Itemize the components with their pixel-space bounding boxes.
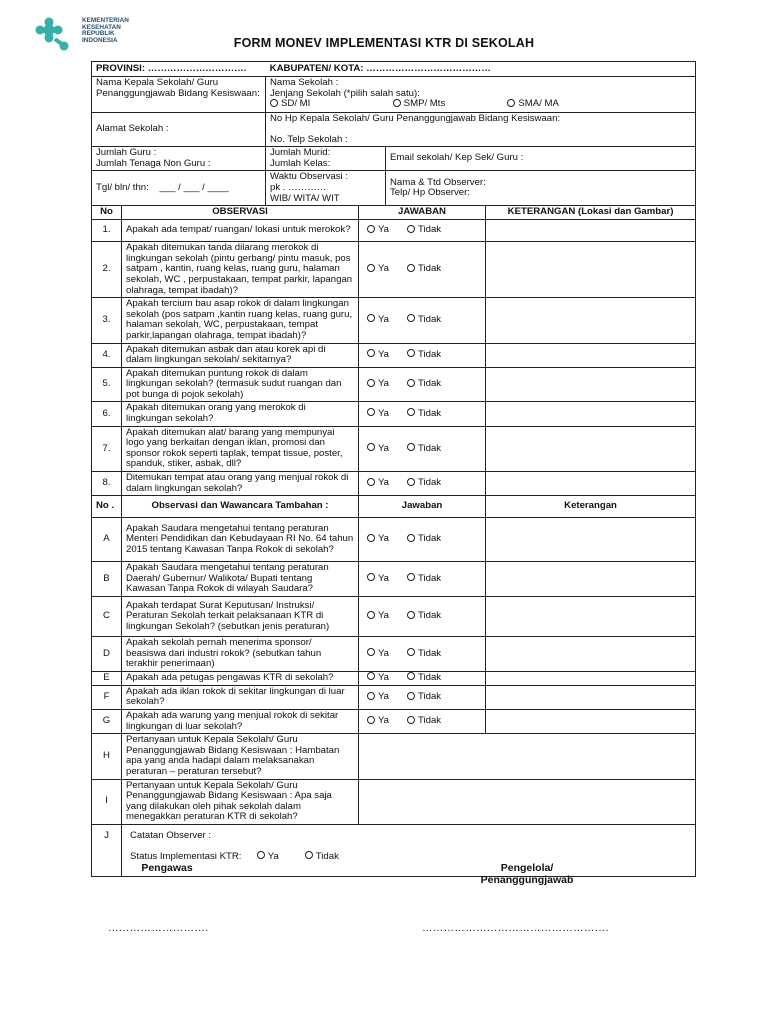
radio-circle-icon (367, 443, 375, 451)
radio-circle-icon (367, 611, 375, 619)
col-header-observasi: OBSERVASI (122, 206, 359, 220)
email-label: Email sekolah/ Kep Sek/ Guru : (390, 152, 524, 164)
jenjang-option-smp[interactable]: SMP/ Mts (393, 99, 505, 110)
question-text: Apakah ditemukan alat/ barang yang mempunyai logo yang berkaitan dengan iklan, promosi dan sponsor rokok seperti taplak, tempat tissue, poster, spanduk, stiker, asbak, dll? (122, 426, 359, 471)
row-letter: A (92, 518, 122, 562)
col-header-jawaban: JAWABAN (359, 206, 486, 220)
kabupaten-label: KABUPATEN/ KOTA: (269, 62, 364, 74)
row-letter: D (92, 637, 122, 672)
keterangan-field[interactable] (486, 518, 696, 562)
question-text: Ditemukan tempat atau orang yang menjual rokok di dalam lingkungan sekolah? (122, 472, 359, 496)
answer-tidak[interactable]: Tidak (407, 715, 441, 726)
answer-tidak[interactable]: Tidak (407, 672, 441, 683)
monev-form-table (91, 61, 696, 877)
waktu-label: Waktu Observasi : (270, 171, 349, 183)
answer-tidak[interactable]: Tidak (407, 349, 441, 360)
answer-ya[interactable]: Ya (367, 478, 407, 489)
radio-circle-icon (367, 349, 375, 357)
observasi-row (92, 343, 696, 367)
answer-ya[interactable]: Ya (367, 574, 407, 585)
kepala-sekolah-label: Nama Kepala Sekolah/ Guru Penanggungjawab Bidang Kesiswaan: (96, 77, 260, 99)
observasi-header-row (92, 206, 696, 220)
answer-ya[interactable]: Ya (367, 534, 407, 545)
catatan-observer-field[interactable]: Catatan Observer : (130, 829, 212, 841)
row-number: 8. (92, 472, 122, 496)
col-header-jawaban: Jawaban (359, 496, 486, 518)
alamat-field[interactable] (92, 113, 266, 147)
answer-ya[interactable]: Ya (367, 673, 407, 684)
jumlah-murid-field[interactable]: Jumlah Murid: (270, 147, 331, 159)
hp-kepala-field[interactable]: No Hp Kepala Sekolah/ Guru Penanggungjawab Bidang Kesiswaan: (270, 113, 561, 124)
question-text: Apakah terdapat Surat Keputusan/ Instruksi/ Peraturan Sekolah terkait pelaksanaan KTR di lingkungan Sekolah? (sebutkan jenis peraturan) (122, 597, 359, 637)
jenjang-option-sma[interactable]: SMA/ MA (507, 99, 559, 110)
zona-waktu: WIB/ WITA/ WIT (270, 192, 340, 204)
radio-circle-icon (407, 648, 415, 656)
keterangan-field[interactable] (486, 472, 696, 496)
radio-circle-icon (407, 534, 415, 542)
jumlah-row (92, 147, 696, 171)
observasi-info-row (92, 171, 696, 206)
answer-options (359, 685, 486, 709)
radio-circle-icon (367, 408, 375, 416)
observasi-row (92, 298, 696, 343)
jumlah-guru-field[interactable]: Jumlah Guru : (96, 147, 157, 159)
keterangan-field[interactable] (486, 597, 696, 637)
logo-line: KEMENTERIAN (82, 17, 129, 24)
status-implementasi (130, 852, 691, 863)
radio-circle-icon (407, 672, 415, 680)
answer-tidak[interactable]: Tidak (407, 263, 441, 274)
answer-tidak[interactable]: Tidak (407, 610, 441, 621)
radio-circle-icon (367, 314, 375, 322)
keterangan-field[interactable] (486, 343, 696, 367)
radio-circle-icon (407, 349, 415, 357)
row-number: 6. (92, 402, 122, 426)
status-ya[interactable]: Ya (257, 852, 305, 863)
row-letter: C (92, 597, 122, 637)
question-text: Apakah tercium bau asap rokok di dalam lingkungan sekolah (pos satpam ,kantin ruang kelas, ruang guru, halaman sekolah, WC, perpustakaan, tempat parkir,lapangan olahraga, tempat ibadah)? (122, 298, 359, 343)
question-text: Apakah ada warung yang menjual rokok di sekitar lingkungan di luar sekolah? (122, 709, 359, 733)
answer-options (359, 709, 486, 733)
radio-circle-icon (367, 379, 375, 387)
answer-ya[interactable]: Ya (367, 379, 407, 390)
answer-tidak[interactable]: Tidak (407, 533, 441, 544)
signature-label-pengawas: Pengawas (141, 862, 193, 874)
answer-tidak[interactable]: Tidak (407, 573, 441, 584)
radio-circle-icon (367, 672, 375, 680)
school-info-row (92, 77, 696, 113)
answer-options (359, 426, 486, 471)
logo-line: KESEHATAN (82, 23, 121, 31)
answer-tidak[interactable]: Tidak (407, 224, 441, 235)
keterangan-field[interactable] (486, 367, 696, 402)
answer-options (359, 367, 486, 402)
signature-line-pengelola[interactable]: ……………………………………………. (422, 922, 609, 934)
form-title: FORM MONEV IMPLEMENTASI KTR DI SEKOLAH (233, 36, 535, 50)
radio-circle-icon (367, 648, 375, 656)
keterangan-field[interactable] (486, 562, 696, 597)
answer-options (359, 242, 486, 298)
jumlah-tenaga-field[interactable]: Jumlah Tenaga Non Guru : (96, 157, 211, 169)
row-number: 5. (92, 367, 122, 402)
telp-observer-field[interactable]: Telp/ Hp Observer: (390, 187, 470, 199)
question-text: Apakah ditemukan puntung rokok di dalam lingkungan sekolah? (termasuk sudut ruangan dan pot bunga di pojok sekolah) (122, 367, 359, 402)
tambahan-row (92, 671, 696, 685)
answer-ya[interactable]: Ya (367, 409, 407, 420)
answer-ya[interactable]: Ya (367, 315, 407, 326)
answer-tidak[interactable]: Tidak (407, 691, 441, 702)
observasi-row (92, 220, 696, 242)
row-letter: J (92, 824, 122, 876)
kabupaten-field[interactable]: ………………………………… (366, 62, 491, 74)
answer-options (359, 562, 486, 597)
logo-line: REPUBLIK (82, 30, 115, 38)
radio-circle-icon (407, 225, 415, 233)
jumlah-kelas-field[interactable]: Jumlah Kelas: (270, 157, 331, 169)
question-text: Apakah ditemukan asbak dan atau korek api di dalam lingkungan sekolah/ sekitarnya? (122, 343, 359, 367)
radio-circle-icon (305, 851, 313, 859)
answer-ya[interactable]: Ya (367, 611, 407, 622)
row-number: 4. (92, 343, 122, 367)
email-field[interactable] (386, 147, 696, 171)
waktu-field[interactable] (266, 171, 386, 206)
question-text: Apakah Saudara mengetahui tentang peraturan Daerah/ Gubernur/ Walikota/ Bupati tentang Kawasan Tanpa Rokok di wilayah Saudara? (122, 562, 359, 597)
answer-ya[interactable]: Ya (367, 264, 407, 275)
tambahan-row (92, 597, 696, 637)
radio-circle-icon (407, 443, 415, 451)
answer-ya[interactable]: Ya (367, 225, 407, 236)
tambahan-row (92, 637, 696, 672)
keterangan-field[interactable] (486, 709, 696, 733)
radio-circle-icon (367, 534, 375, 542)
answer-options (359, 298, 486, 343)
row-letter: B (92, 562, 122, 597)
row-number: 2. (92, 242, 122, 298)
answer-options (359, 597, 486, 637)
tambahan-row-h (92, 734, 696, 779)
tambahan-header-row (92, 496, 696, 518)
answer-ya[interactable]: Ya (367, 649, 407, 660)
radio-circle-icon (367, 716, 375, 724)
col-header-keterangan: Keterangan (486, 496, 696, 518)
tanggal-label: Tgl/ bln/ thn: (96, 181, 149, 193)
answer-tidak[interactable]: Tidak (407, 443, 441, 454)
answer-options (359, 220, 486, 242)
nama-sekolah-label: Nama Sekolah : (270, 77, 339, 88)
alamat-label: Alamat Sekolah : (96, 123, 169, 135)
answer-tidak[interactable]: Tidak (407, 648, 441, 659)
status-label: Status Implementasi KTR: (130, 850, 242, 862)
answer-ya[interactable]: Ya (367, 444, 407, 455)
jenjang-label: Jenjang Sekolah (*pilih salah satu): (270, 87, 420, 99)
radio-circle-icon (407, 314, 415, 322)
tambahan-row-i (92, 779, 696, 824)
tambahan-row (92, 562, 696, 597)
observasi-row (92, 242, 696, 298)
question-text: Pertanyaan untuk Kepala Sekolah/ Guru Penanggungjawab Bidang Kesiswaan : Hambatan apa yang anda hadapi dalam melaksanakan peraturan – peraturan tersebut? (122, 734, 359, 779)
radio-circle-icon (393, 99, 401, 107)
tambahan-row (92, 709, 696, 733)
provinsi-row (92, 62, 696, 77)
answer-tidak[interactable]: Tidak (407, 378, 441, 389)
question-text: Pertanyaan untuk Kepala Sekolah/ Guru Penanggungjawab Bidang Kesiswaan : Apa saja yang dilakukan oleh pihak sekolah dalam menegakkan peraturan KTR di sekolah? (122, 779, 359, 824)
radio-circle-icon (270, 99, 278, 107)
radio-circle-icon (407, 692, 415, 700)
alamat-row (92, 113, 696, 147)
tambahan-row (92, 518, 696, 562)
keterangan-field[interactable] (486, 242, 696, 298)
tambahan-row (92, 685, 696, 709)
keterangan-field[interactable] (486, 402, 696, 426)
telp-sekolah-field[interactable]: No. Telp Sekolah : (270, 133, 348, 145)
signature-label-pengelola: Pengelola/ Penanggungjawab (480, 862, 574, 886)
col-header-no: No . (92, 496, 122, 518)
radio-circle-icon (407, 716, 415, 724)
row-letter: E (92, 671, 122, 685)
radio-circle-icon (407, 379, 415, 387)
tanggal-value: ___ / ___ / ____ (159, 181, 229, 193)
answer-tidak[interactable]: Tidak (407, 408, 441, 419)
answer-tidak[interactable]: Tidak (407, 314, 441, 325)
jenjang-options (270, 99, 691, 110)
waktu-value: pk . ………… (270, 181, 327, 193)
provinsi-label: PROVINSI: (96, 62, 146, 74)
row-number: 3. (92, 298, 122, 343)
provinsi-field[interactable]: …………………………. (147, 62, 247, 74)
jenjang-option-sd[interactable]: SD/ MI (270, 99, 390, 110)
answer-options (359, 402, 486, 426)
radio-circle-icon (407, 264, 415, 272)
observasi-row (92, 426, 696, 471)
answer-options (359, 518, 486, 562)
keterangan-field[interactable] (486, 426, 696, 471)
answer-options (359, 671, 486, 685)
answer-ya[interactable]: Ya (367, 692, 407, 703)
keterangan-field[interactable] (486, 637, 696, 672)
tanggal-field[interactable] (92, 171, 266, 206)
question-text: Apakah ada iklan rokok di sekitar lingkungan di luar sekolah? (122, 685, 359, 709)
observasi-row (92, 472, 696, 496)
radio-circle-icon (367, 225, 375, 233)
keterangan-field[interactable] (486, 685, 696, 709)
radio-circle-icon (407, 408, 415, 416)
row-letter: G (92, 709, 122, 733)
answer-options (359, 343, 486, 367)
status-tidak[interactable]: Tidak (305, 851, 339, 862)
signature-line-pengawas[interactable]: ………………………. (108, 922, 209, 934)
radio-circle-icon (407, 611, 415, 619)
nama-observer-field[interactable]: Nama & Ttd Observer: (390, 176, 486, 188)
answer-ya[interactable]: Ya (367, 716, 407, 727)
col-header-keterangan: KETERANGAN (Lokasi dan Gambar) (486, 206, 696, 220)
radio-circle-icon (507, 99, 515, 107)
observasi-row (92, 367, 696, 402)
keterangan-field[interactable] (486, 220, 696, 242)
row-letter: F (92, 685, 122, 709)
observasi-row (92, 402, 696, 426)
keterangan-field[interactable] (486, 298, 696, 343)
radio-circle-icon (257, 851, 265, 859)
answer-tidak[interactable]: Tidak (407, 477, 441, 488)
question-text: Apakah sekolah pernah menerima sponsor/ beasiswa dari industri rokok? (sebutkan tahun terakhir penerimaan) (122, 637, 359, 672)
question-text: Apakah Saudara mengetahui tentang peraturan Menteri Pendidikan dan Kebudayaan RI No. 64 tahun 2015 tentang Kawasan Tanpa Rokok di sekolah? (122, 518, 359, 562)
row-number: 1. (92, 220, 122, 242)
logo-line: INDONESIA (82, 36, 118, 44)
jawaban-text-field[interactable] (359, 779, 696, 824)
question-text: Apakah ditemukan tanda dilarang merokok di lingkungan sekolah (pintu gerbang/ pintu masuk, pos satpam , kantin, ruang kelas, ruang guru, halaman sekolah, WC , perpustakaan, tempat parkir, lapangan olahraga, tempat ibadah)? (122, 242, 359, 298)
radio-circle-icon (407, 478, 415, 486)
row-number: 7. (92, 426, 122, 471)
kepala-sekolah-field[interactable] (92, 77, 266, 113)
answer-ya[interactable]: Ya (367, 350, 407, 361)
col-header-observasi-tambahan: Observasi dan Wawancara Tambahan : (122, 496, 359, 518)
answer-options (359, 472, 486, 496)
jawaban-text-field[interactable] (359, 734, 696, 779)
row-letter: H (92, 734, 122, 779)
question-text: Apakah ditemukan orang yang merokok di lingkungan sekolah? (122, 402, 359, 426)
question-text: Apakah ada tempat/ ruangan/ lokasi untuk merokok? (122, 220, 359, 242)
radio-circle-icon (367, 478, 375, 486)
col-header-no: No (92, 206, 122, 220)
radio-circle-icon (367, 573, 375, 581)
row-letter: I (92, 779, 122, 824)
keterangan-field[interactable] (486, 671, 696, 685)
radio-circle-icon (407, 573, 415, 581)
question-text: Apakah ada petugas pengawas KTR di sekolah? (122, 671, 359, 685)
radio-circle-icon (367, 264, 375, 272)
answer-options (359, 637, 486, 672)
radio-circle-icon (367, 692, 375, 700)
